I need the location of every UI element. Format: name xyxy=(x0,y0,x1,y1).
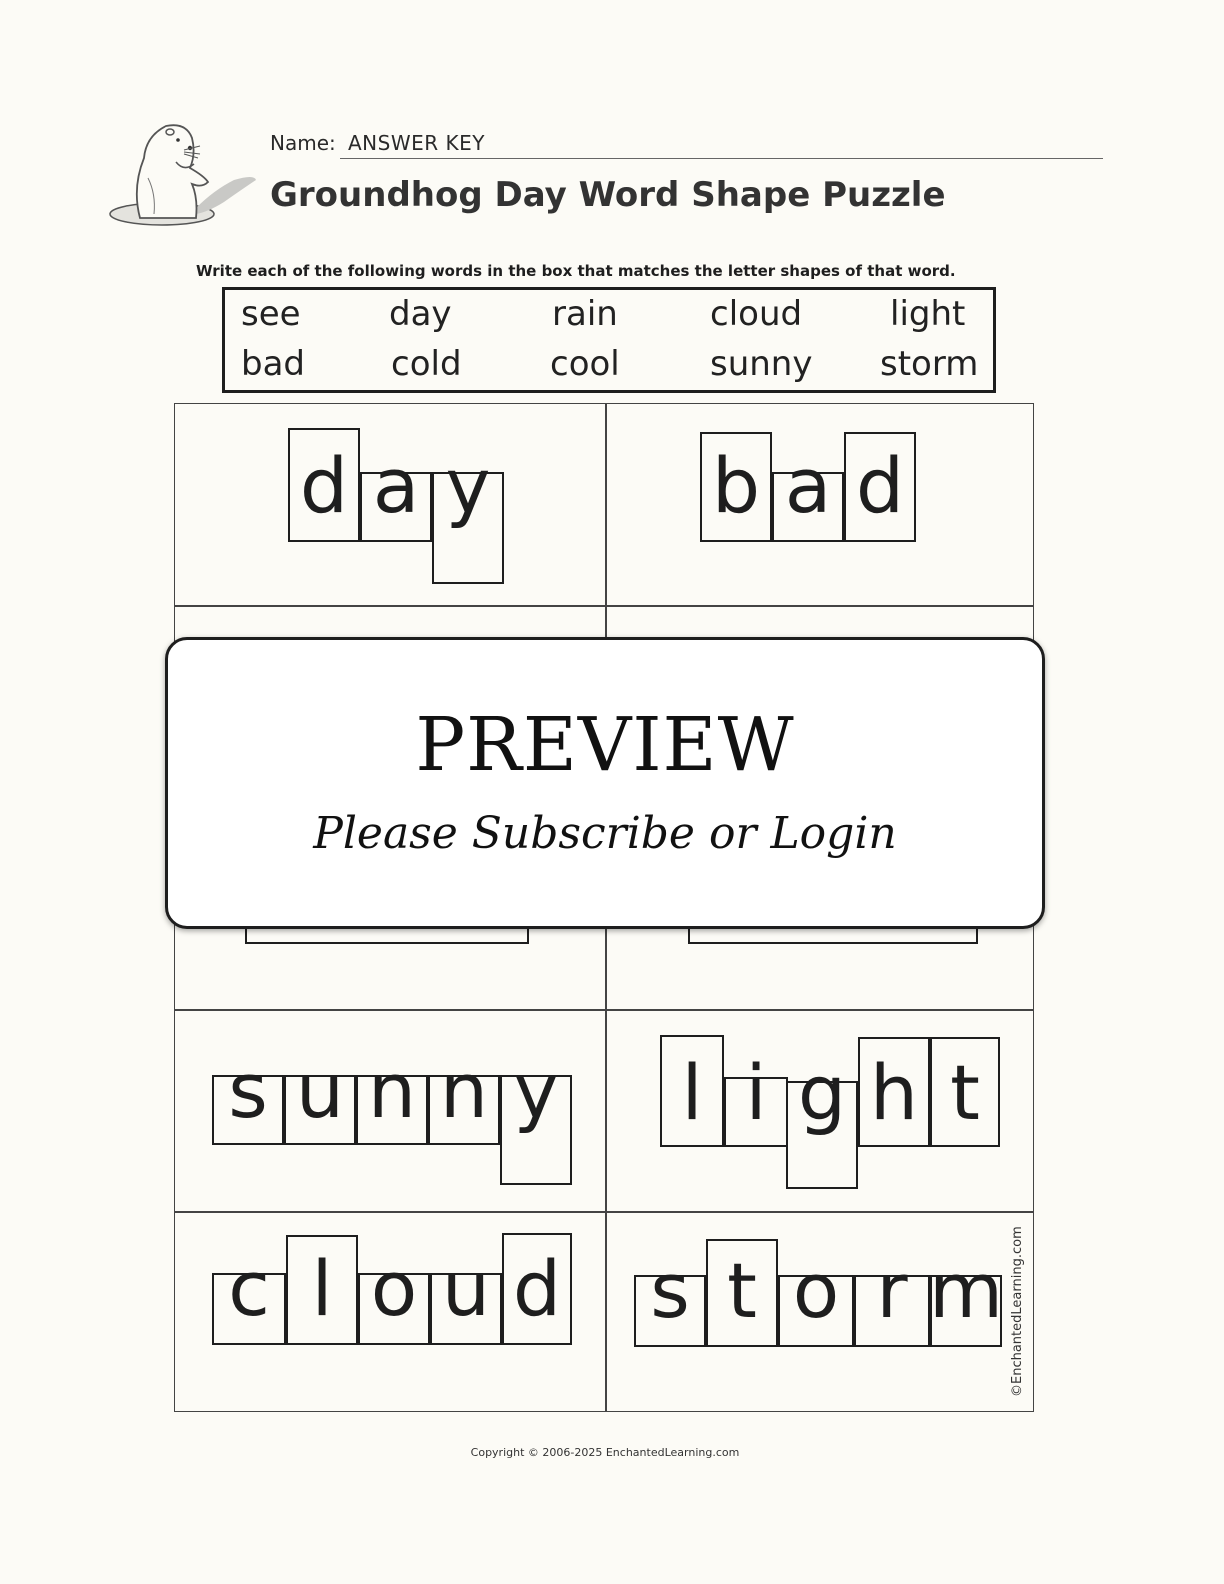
watermark: ©EnchantedLearning.com xyxy=(1010,1226,1025,1397)
letter: d xyxy=(855,441,905,530)
letter: i xyxy=(745,1048,767,1137)
letter: n xyxy=(367,1046,417,1135)
word-bank-item: storm xyxy=(880,344,979,384)
word-bank-item: see xyxy=(241,294,301,334)
grid-divider xyxy=(175,1211,1033,1213)
letter: a xyxy=(784,441,832,530)
letter: o xyxy=(792,1246,840,1335)
preview-title: PREVIEW xyxy=(415,702,795,788)
word-bank-item: light xyxy=(890,294,966,334)
letter: l xyxy=(311,1244,333,1333)
letter: n xyxy=(439,1046,489,1135)
letter: g xyxy=(797,1048,847,1137)
name-field[interactable]: ANSWER KEY xyxy=(348,131,485,155)
letter: s xyxy=(650,1246,690,1335)
letter: c xyxy=(228,1244,270,1333)
letter: o xyxy=(370,1244,418,1333)
letter: l xyxy=(681,1048,703,1137)
letter: u xyxy=(295,1046,345,1135)
name-label: Name: xyxy=(270,131,336,155)
letter: t xyxy=(950,1048,980,1137)
page-title: Groundhog Day Word Shape Puzzle xyxy=(270,175,946,215)
letter: t xyxy=(727,1246,757,1335)
name-underline xyxy=(340,158,1103,159)
letter: d xyxy=(512,1244,562,1333)
letter: y xyxy=(513,1046,559,1135)
letter: a xyxy=(372,441,420,530)
instructions: Write each of the following words in the box that matches the letter shapes of that word. xyxy=(196,262,956,280)
letter: b xyxy=(711,441,761,530)
grid-divider xyxy=(175,605,1033,607)
word-bank-item: cool xyxy=(550,344,620,384)
letter: s xyxy=(228,1046,268,1135)
letter: h xyxy=(869,1048,919,1137)
letter: r xyxy=(876,1246,908,1335)
word-bank-item: bad xyxy=(241,344,305,384)
subscribe-login-link[interactable]: Please Subscribe or Login xyxy=(313,808,897,859)
letter: y xyxy=(445,441,491,530)
groundhog-illustration xyxy=(104,118,264,230)
letter: m xyxy=(928,1246,1004,1335)
word-bank-item: cloud xyxy=(710,294,803,334)
letter: d xyxy=(299,441,349,530)
word-bank-item: day xyxy=(389,294,452,334)
word-bank-item: rain xyxy=(552,294,618,334)
preview-overlay[interactable] xyxy=(165,637,1045,929)
grid-divider xyxy=(175,1009,1033,1011)
word-bank xyxy=(222,287,996,393)
letter: u xyxy=(441,1244,491,1333)
copyright: Copyright © 2006-2025 EnchantedLearning.com xyxy=(470,1446,740,1459)
word-bank-item: sunny xyxy=(710,344,813,384)
word-bank-item: cold xyxy=(391,344,462,384)
